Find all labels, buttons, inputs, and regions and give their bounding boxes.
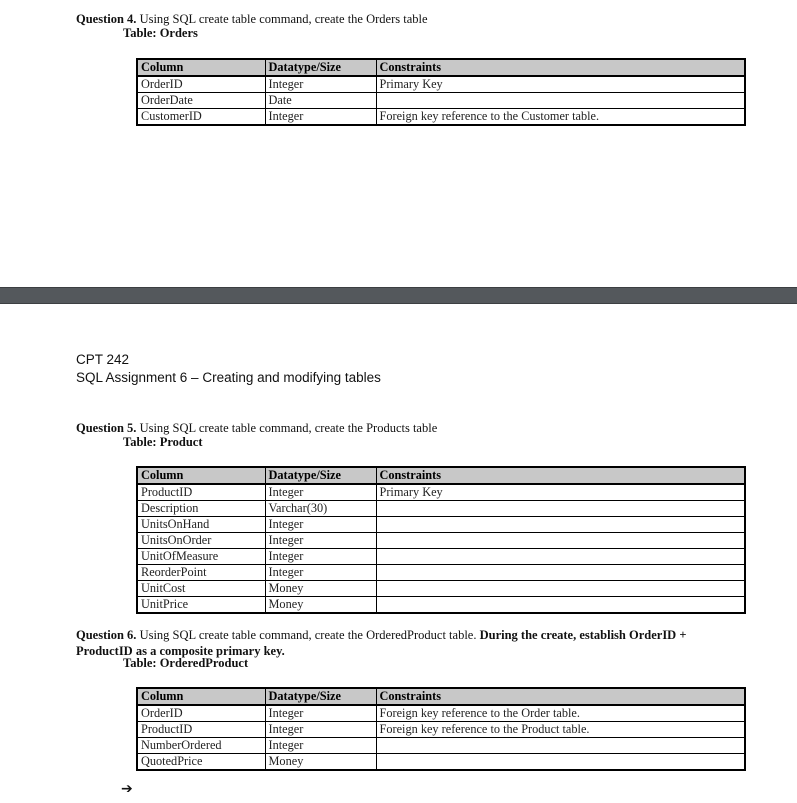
datatype-cell: Integer [265,517,376,533]
page-break-divider [0,287,797,304]
orders-table-title: Table: Orders [123,26,198,40]
table-row [137,597,745,614]
constraint-cell: Primary Key [376,76,745,93]
column-header: Constraints [376,688,745,705]
table-header-row [137,59,745,76]
question-6-label: Question 6. [76,628,137,642]
table-row [137,484,745,501]
table-row [137,705,745,722]
constraint-cell [376,738,745,754]
column-header: Column [137,688,265,705]
question-6-text: Using SQL create table command, create the OrderedProduct table. [136,628,477,642]
orderedproduct-table-title: Table: OrderedProduct [123,656,249,670]
datatype-cell: Integer [265,549,376,565]
column-header: Column [137,467,265,484]
column-name-cell: OrderID [137,76,265,93]
question-6-bold-text: During the create, establish OrderID + ProductID as a composite primary key. [76,628,687,658]
question-4-prompt [76,11,428,27]
question-5-text: Using SQL create table command, create the Products table [136,421,438,435]
constraint-cell: Foreign key reference to the Product table. [376,722,745,738]
datatype-cell: Integer [265,738,376,754]
table-row [137,549,745,565]
constraint-cell [376,501,745,517]
datatype-cell: Varchar(30) [265,501,376,517]
constraint-cell [376,517,745,533]
table-header-row [137,688,745,705]
constraint-cell: Foreign key reference to the Customer table. [376,109,745,126]
column-header: Constraints [376,467,745,484]
assignment-title: SQL Assignment 6 – Creating and modifying tables [76,370,381,385]
datatype-cell: Integer [265,722,376,738]
datatype-cell: Integer [265,76,376,93]
question-5-prompt [76,420,437,436]
constraint-cell [376,565,745,581]
constraint-cell [376,93,745,109]
column-name-cell: OrderDate [137,93,265,109]
constraint-cell: Primary Key [376,484,745,501]
column-name-cell: ReorderPoint [137,565,265,581]
column-name-cell: UnitCost [137,581,265,597]
constraint-cell [376,549,745,565]
column-header: Datatype/Size [265,688,376,705]
column-header: Constraints [376,59,745,76]
column-name-cell: UnitPrice [137,597,265,614]
datatype-cell: Integer [265,484,376,501]
datatype-cell: Integer [265,109,376,126]
constraint-cell [376,581,745,597]
orders-spec-table [136,58,746,126]
product-spec-table [136,466,746,614]
constraint-cell [376,533,745,549]
column-name-cell: CustomerID [137,109,265,126]
question-5-label: Question 5. [76,421,137,435]
column-name-cell: UnitsOnHand [137,517,265,533]
column-name-cell: Description [137,501,265,517]
constraint-cell: Foreign key reference to the Order table. [376,705,745,722]
question-6-prompt [76,627,716,659]
table-row [137,501,745,517]
datatype-cell: Integer [265,705,376,722]
datatype-cell: Date [265,93,376,109]
question-4-label: Question 4. [76,12,137,26]
answer-arrow-icon: ➔ [121,781,133,797]
column-name-cell: ProductID [137,484,265,501]
datatype-cell: Money [265,581,376,597]
column-name-cell: OrderID [137,705,265,722]
product-table-title: Table: Product [123,435,203,449]
constraint-cell [376,754,745,771]
table-row [137,738,745,754]
constraint-cell [376,597,745,614]
column-header: Datatype/Size [265,467,376,484]
question-4-text: Using SQL create table command, create the Orders table [136,12,428,26]
column-header: Column [137,59,265,76]
course-code: CPT 242 [76,352,130,367]
table-header-row [137,467,745,484]
datatype-cell: Money [265,597,376,614]
column-name-cell: QuotedPrice [137,754,265,771]
table-row [137,565,745,581]
table-row [137,722,745,738]
table-row [137,581,745,597]
table-row [137,76,745,93]
orderedproduct-spec-table [136,687,746,771]
column-name-cell: UnitsOnOrder [137,533,265,549]
table-row [137,754,745,771]
column-name-cell: ProductID [137,722,265,738]
column-name-cell: UnitOfMeasure [137,549,265,565]
table-row [137,533,745,549]
table-row [137,517,745,533]
column-header: Datatype/Size [265,59,376,76]
table-row [137,93,745,109]
datatype-cell: Integer [265,565,376,581]
datatype-cell: Money [265,754,376,771]
table-row [137,109,745,126]
datatype-cell: Integer [265,533,376,549]
column-name-cell: NumberOrdered [137,738,265,754]
